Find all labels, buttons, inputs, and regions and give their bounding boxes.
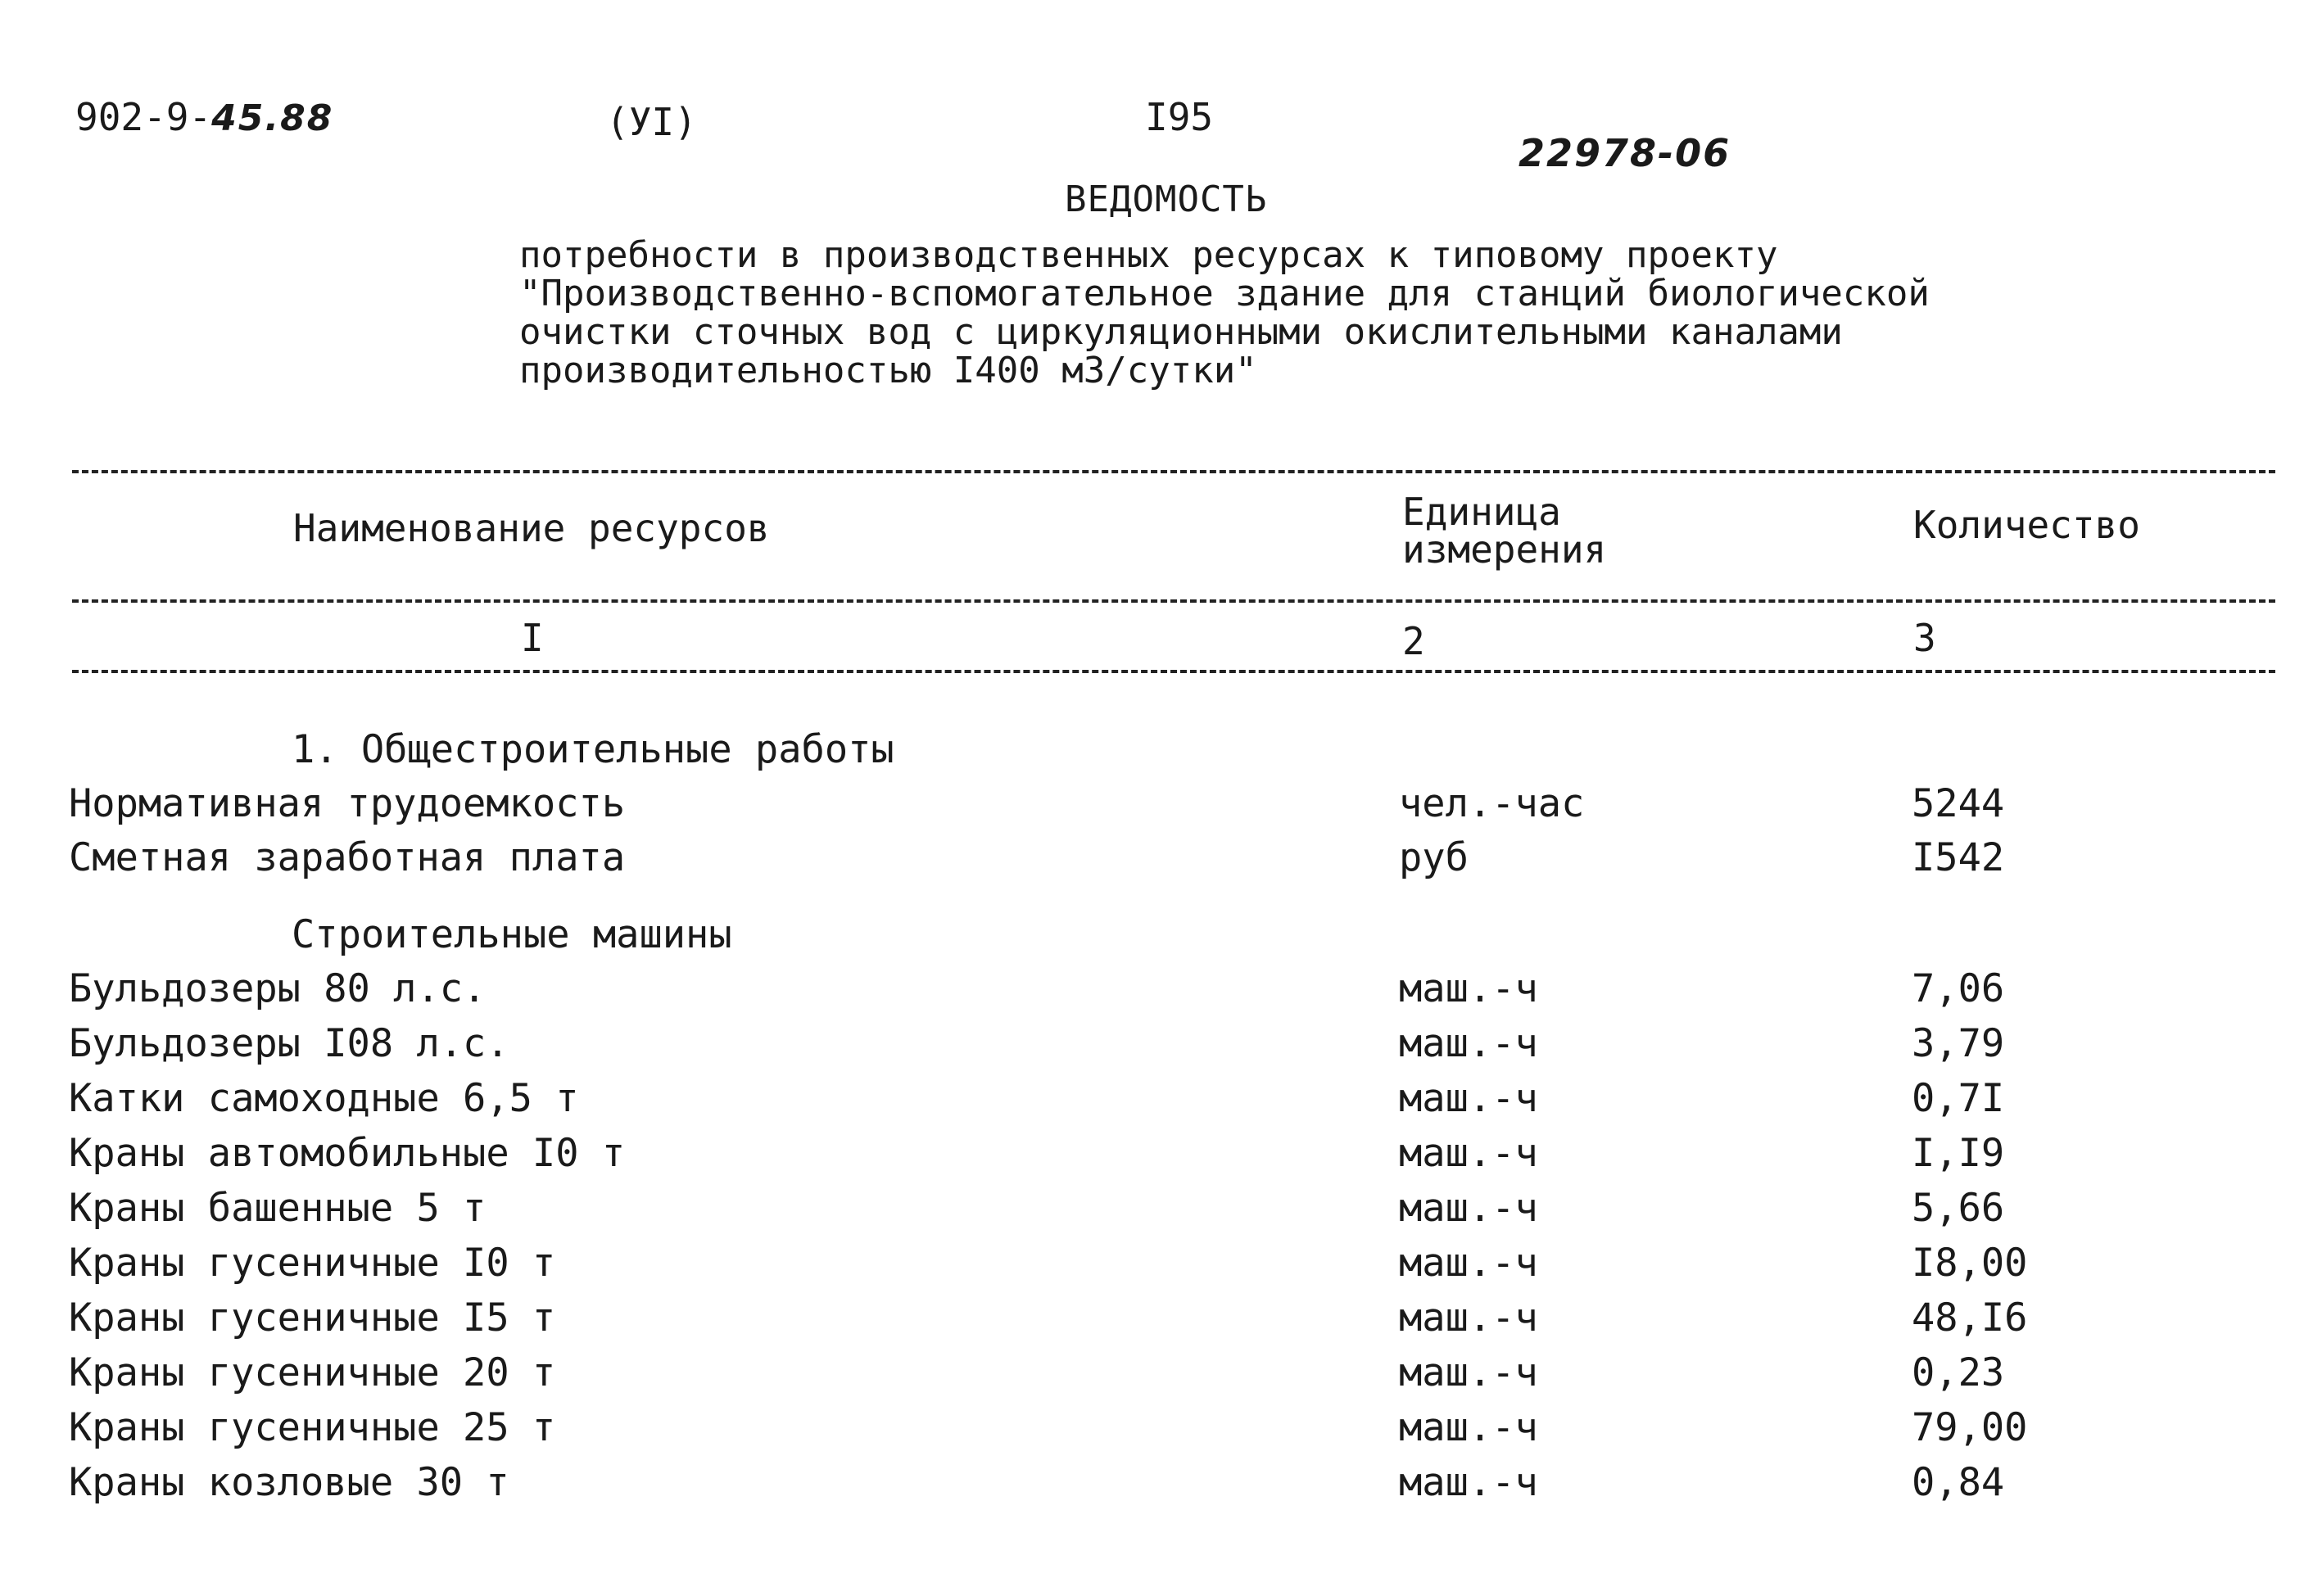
resource-name: Краны автомобильные I0 т — [69, 1131, 626, 1176]
resource-quantity: 0,84 — [1912, 1460, 2005, 1505]
resource-name: Краны гусеничные 25 т — [69, 1405, 556, 1450]
column-header-qty: Количество — [1913, 503, 2140, 547]
table-top-rule — [72, 470, 2275, 473]
column-number-2: 2 — [1402, 619, 1425, 663]
resource-quantity: I,I9 — [1912, 1131, 2005, 1176]
resource-quantity: 5244 — [1912, 781, 2005, 826]
resource-quantity: I8,00 — [1912, 1241, 2028, 1286]
resource-quantity: I542 — [1912, 835, 2005, 880]
column-header-unit-line2: измерения — [1402, 527, 1607, 572]
resource-quantity: 48,I6 — [1912, 1295, 2028, 1341]
document-title: ВЕДОМОСТЬ — [1065, 179, 1268, 220]
resource-name: Краны башенные 5 т — [69, 1186, 487, 1231]
column-number-3: 3 — [1913, 616, 1936, 660]
subtitle-line: производительностью I400 м3/сутки" — [519, 350, 1257, 391]
resource-name: Краны гусеничные I5 т — [69, 1295, 556, 1341]
subtitle-line: потребности в производственных ресурсах к типовому проекту — [519, 234, 1778, 276]
doc-code-printed: 902-9- — [75, 95, 212, 139]
column-header-unit — [1402, 490, 1607, 572]
resource-name: Катки самоходные 6,5 т — [69, 1076, 579, 1121]
resource-unit: маш.-ч — [1399, 1460, 1538, 1505]
doc-code — [75, 95, 333, 139]
resource-unit: руб — [1399, 835, 1469, 880]
resource-unit: чел.-час — [1399, 781, 1585, 826]
inventory-number: 22978-06 — [1519, 131, 1731, 175]
resource-unit: маш.-ч — [1399, 1241, 1538, 1286]
resource-name: Краны гусеничные I0 т — [69, 1241, 556, 1286]
resource-quantity: 0,7I — [1912, 1076, 2005, 1121]
resource-unit: маш.-ч — [1399, 1295, 1538, 1341]
resource-name: Краны козловые 30 т — [69, 1460, 509, 1505]
page-number: I95 — [1145, 95, 1214, 139]
header-bottom-rule — [72, 670, 2275, 673]
resource-name: Сметная заработная плата — [69, 835, 626, 880]
subtitle-line: очистки сточных вод с циркуляционными окислительными каналами — [519, 311, 1843, 353]
section-title: 1. Общестроительные работы — [292, 727, 894, 772]
resource-name: Нормативная трудоемкость — [69, 781, 626, 826]
subtitle-line: "Производственно-вспомогательное здание для станций биологической — [519, 273, 1930, 314]
document-subtitle — [519, 236, 1930, 390]
resource-name: Бульдозеры I08 л.с. — [69, 1021, 509, 1066]
resource-unit: маш.-ч — [1399, 1405, 1538, 1450]
resource-name: Бульдозеры 80 л.с. — [69, 966, 487, 1011]
resource-quantity: 79,00 — [1912, 1405, 2028, 1450]
resource-unit: маш.-ч — [1399, 1131, 1538, 1176]
doc-code-handwritten: 45.88 — [211, 97, 334, 139]
volume-number: (УI) — [606, 100, 697, 144]
resource-unit: маш.-ч — [1399, 1186, 1538, 1231]
resource-unit: маш.-ч — [1399, 966, 1538, 1011]
column-number-1: I — [521, 616, 544, 660]
resource-unit: маш.-ч — [1399, 1076, 1538, 1121]
resource-quantity: 3,79 — [1912, 1021, 2005, 1066]
header-mid-rule — [72, 599, 2275, 603]
resource-quantity: 5,66 — [1912, 1186, 2005, 1231]
machines-heading: Строительные машины — [292, 912, 732, 957]
resource-quantity: 0,23 — [1912, 1350, 2005, 1395]
resource-name: Краны гусеничные 20 т — [69, 1350, 556, 1395]
resource-unit: маш.-ч — [1399, 1021, 1538, 1066]
resource-unit: маш.-ч — [1399, 1350, 1538, 1395]
resource-quantity: 7,06 — [1912, 966, 2005, 1011]
column-header-unit-line1: Единица — [1402, 490, 1561, 534]
column-header-name: Наименование ресурсов — [293, 506, 770, 550]
